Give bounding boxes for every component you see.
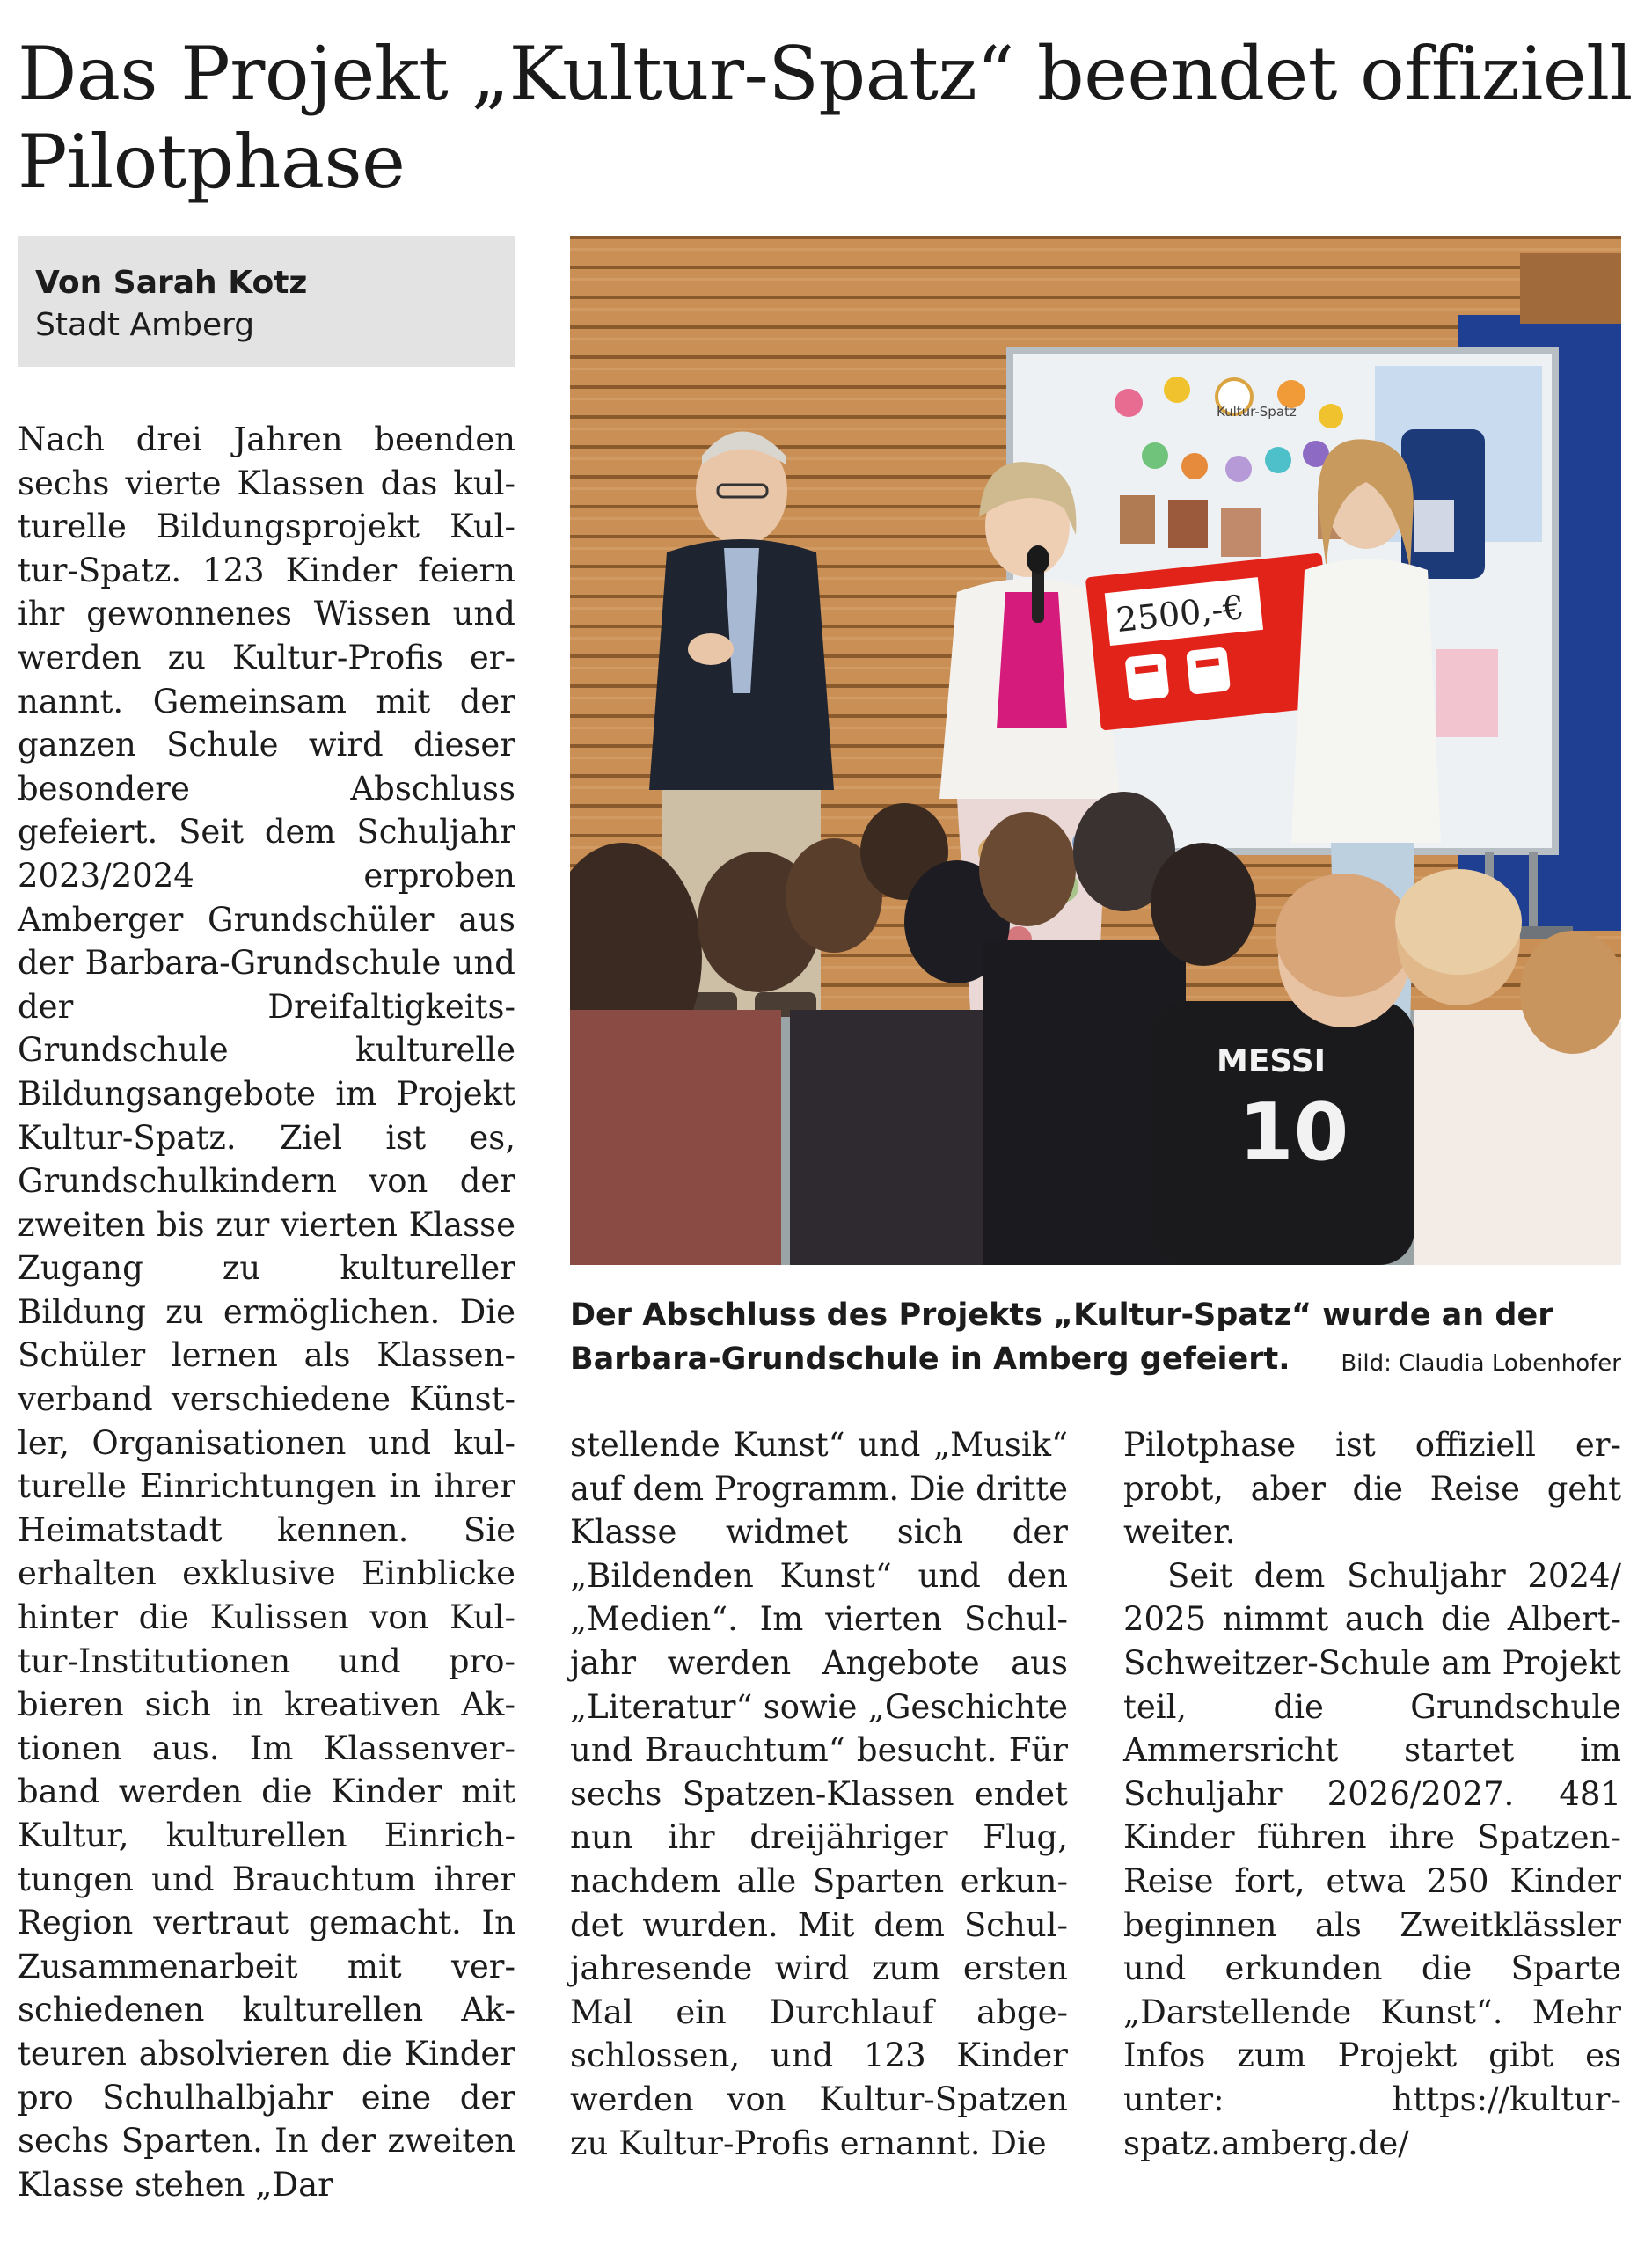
shirt-number: 10 <box>1239 1086 1349 1179</box>
headline: Das Projekt „Kultur-Spatz“ beendet offiziell Pilotphase <box>18 31 1633 205</box>
author-name: Von Sarah Kotz <box>35 265 308 301</box>
article-column-3 <box>1123 1423 1621 2165</box>
article-paragraph: stellende Kunst“ und „Musik“ auf dem Programm. Die dritte Klasse widmet sich der „Bildenden Kunst“ und den „Medien“. Im vierten Schuljahr werden Angebote aus „Literatur“ sowie „Geschichte und Brauchtum“ besucht. Für sechs Spatzen-Klassen endet nun ihr dreijähriger Flug, nachdem alle Sparten erkundet wurden. Mit dem Schuljahresende wird zum ersten Mal ein Durchlauf abgeschlossen, und 123 Kinder werden von Kultur-Spatzen zu Kultur-Profis ernannt. Die <box>570 1426 1068 2162</box>
article-paragraph: Nach drei Jahren beenden sechs vierte Klassen das kulturelle Bildungsprojekt Kultur-Spatz. 123 Kinder feiern ihr gewonnenes Wissen und werden zu Kultur-Profis ernannt. Gemeinsam mit der ganzen Schule wird dieser besondere Abschluss gefeiert. Seit dem Schuljahr 2023/2024 erproben Amberger Grundschüler aus der Barbara-Grundschule und der Dreifaltigkeits-Grundschule kulturelle Bildungsangebote im Projekt Kultur-Spatz. Ziel ist es, Grundschulkindern von der zweiten bis zur vierten Klasse Zugang zu kultureller Bildung zu ermöglichen. Die Schüler lernen als Klassenverband verschiedene Künstler, Organisationen und kulturelle Einrichtungen in ihrer Heimatstadt kennen. Sie erhalten exklusive Einblicke hinter die Kulissen von Kultur-Institutionen und probieren sich in kreativen Aktionen aus. Im Klassenverband werden die Kinder mit Kultur, kulturellen Einrichtungen und Brauchtum ihrer Region vertraut gemacht. In Zusammenarbeit mit verschiedenen kulturellen Akteuren absolvieren die Kinder pro Schulhalbjahr eine der sechs Sparten. In der zweiten Klasse stehen „Dar <box>18 420 515 2204</box>
author-location: Stadt Amberg <box>35 307 255 343</box>
board-label: Kultur-Spatz <box>1217 404 1297 420</box>
article-column-1 <box>18 418 515 2206</box>
check-amount: 2500,-€ <box>1114 588 1246 640</box>
photo-credit: Bild: Claudia Lobenhofer <box>1341 1350 1621 1377</box>
shirt-name: MESSI <box>1217 1043 1327 1079</box>
article-paragraph: Seit dem Schuljahr 2024/ 2025 nimmt auch die Albert-Schweitzer-Schule am Projekt teil, die Grundschule Ammersricht startet im Schuljahr 2026/2027. 481 Kinder führen ihre Spatzen-Reise fort, etwa 250 Kinder beginnen als Zweitklässler und erkunden die Sparte „Darstellende Kunst“. Mehr Infos zum Projekt gibt es unter: https://kultur-spatz.amberg.​de/ <box>1123 1556 1621 2162</box>
article-paragraph: Pilotphase ist offiziell erprobt, aber die Reise geht weiter. <box>1123 1426 1621 1552</box>
photo-caption: Der Abschluss des Projekts „Kultur-Spatz“ wurde an der Barbara-Grundschule in Amberg gefeiert. <box>570 1298 1553 1377</box>
article-photo <box>570 236 1621 1265</box>
article-column-2 <box>570 1423 1068 2165</box>
author-box <box>18 236 515 367</box>
